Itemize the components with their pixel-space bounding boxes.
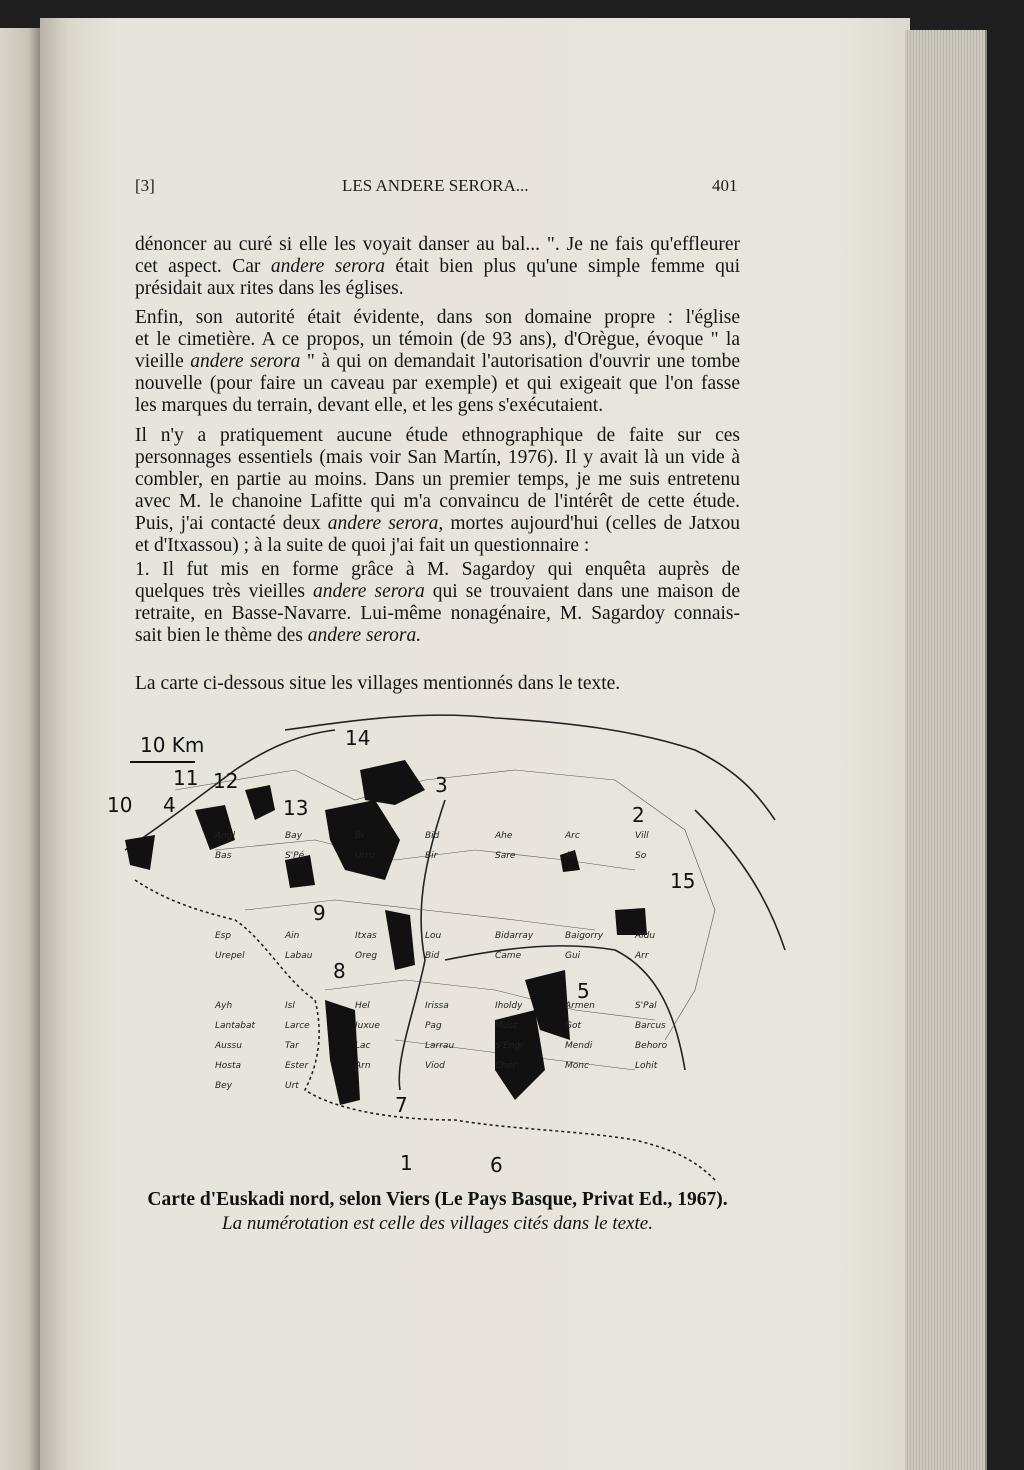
facing-page-edge (0, 28, 40, 1470)
village-label: Came (495, 951, 522, 961)
text-run: personnages essentiels (mais voir San Martín, 1976). Il y avait là un vide à (135, 447, 740, 468)
village-label: S'Pal (635, 1001, 657, 1011)
text-line (135, 425, 740, 447)
map-number-8: 8 (333, 959, 346, 983)
map-number-13: 13 (283, 796, 309, 820)
village-label: Bay (285, 831, 303, 841)
village-label: Gui (565, 951, 581, 961)
village-label: Larce (285, 1021, 310, 1031)
village-label: Angl (215, 831, 236, 841)
map-number-12: 12 (213, 769, 239, 793)
village-label: Aldu (635, 931, 656, 941)
map-river (695, 810, 785, 950)
figure-caption-title: Carte d'Euskadi nord, selon Viers (Le Pays Basque, Privat Ed., 1967). (147, 1189, 728, 1210)
village-label: Ahe (495, 831, 513, 841)
village-label: Ain (285, 931, 300, 941)
village-label: Mendi (565, 1041, 593, 1051)
village-label: Baigorry (565, 931, 604, 941)
text-run: et le cimetière. A ce propos, un témoin (de 93 ans), d'Orègue, évoque " la (135, 329, 740, 350)
village-label: Vill (635, 831, 649, 841)
map-number-1: 1 (400, 1151, 413, 1175)
text-line (135, 447, 740, 469)
text-line (135, 278, 740, 300)
village-label: Oreg (355, 951, 378, 961)
village-label: Iholdy (495, 1001, 523, 1011)
text-run: les marques du terrain, devant elle, et les gens s'exécutaient. (135, 395, 604, 416)
text-line (135, 351, 740, 373)
text-run: combler, en partie au moins. Dans un premier temps, je me suis entretenu (135, 469, 740, 490)
shaded-village (385, 910, 415, 970)
text-run: Puis, j'ai contacté deux (135, 513, 328, 534)
village-label: Ayh (215, 1001, 233, 1011)
text-run: avec M. le chanoine Lafitte qui m'a convaincu de l'intérêt de cette étude. (135, 491, 740, 512)
village-label: Arn (355, 1061, 371, 1071)
text-line (135, 535, 740, 557)
text-run: présidait aux rites dans les églises. (135, 278, 404, 299)
text-line (135, 307, 740, 329)
text-run: 1. Il fut mis en forme grâce à M. Sagardoy qui enquêta auprès de (135, 559, 740, 580)
text-line (135, 469, 740, 491)
italic-term: andere serora, (327, 513, 444, 534)
text-run: qui se trouvaient dans une maison de (424, 581, 741, 602)
village-label: Lou (425, 931, 442, 941)
text-run: cet aspect. Car (135, 256, 271, 277)
map-euskadi-nord (95, 710, 795, 1185)
text-run: sait bien le thème des (135, 625, 308, 646)
text-run: Il n'y a pratiquement aucune étude ethnographique de faite sur ces (135, 425, 740, 446)
village-label: Bi (355, 831, 364, 841)
chapter-section-number: [3] (135, 176, 155, 195)
map-number-10: 10 (107, 793, 133, 817)
village-label: Bid (425, 951, 440, 961)
village-label: Bid (425, 831, 440, 841)
text-run: nouvelle (pour faire un caveau par exemple) et qui exigeait que l'on fasse (135, 373, 740, 394)
map-number-3: 3 (435, 773, 448, 797)
text-line (135, 329, 740, 351)
village-label: Bas (215, 851, 232, 861)
village-label: Bey (215, 1081, 233, 1091)
village-label: Itxas (355, 931, 377, 941)
village-label: Lohit (635, 1061, 658, 1071)
village-label: Aussu (215, 1041, 242, 1051)
village-label: Chér (495, 1061, 517, 1071)
map-number-11: 11 (173, 766, 199, 790)
text-run: était bien plus qu'une simple femme qui (384, 256, 741, 277)
text-line (135, 513, 740, 535)
village-label: Musc (495, 1021, 519, 1031)
village-label: Arc (565, 831, 580, 841)
shaded-village (360, 760, 425, 805)
village-label: Lac (355, 1041, 371, 1051)
village-label: Esp (215, 931, 232, 941)
village-label: Arr (635, 951, 649, 961)
village-label: Pag (425, 1021, 442, 1031)
village-label: Urt (285, 1081, 299, 1091)
text-line (135, 603, 740, 625)
text-run: dénoncer au curé si elle les voyait danser au bal... ". Je ne fais qu'effleurer (135, 234, 740, 255)
page-number: 401 (712, 176, 738, 195)
text-line (135, 673, 740, 695)
text-run: vieille (135, 351, 191, 372)
map-number-9: 9 (313, 901, 326, 925)
village-label: Juxue (355, 1021, 380, 1031)
village-label: S'Pé (285, 851, 305, 861)
village-label: Hel (355, 1001, 370, 1011)
figure-caption-note: La numérotation est celle des villages cités dans le texte. (222, 1213, 653, 1234)
map-scale-label: 10 Km (140, 733, 205, 757)
village-label: Hosta (215, 1061, 242, 1071)
italic-term: andere serora (313, 581, 425, 602)
village-label: Urepel (215, 951, 245, 961)
village-label: Isl (285, 1001, 295, 1011)
village-label: Monc (565, 1061, 589, 1071)
village-label: Urru (355, 851, 375, 861)
text-run: retraite, en Basse-Navarre. Lui-même nonagénaire, M. Sagardoy connais- (135, 603, 740, 624)
text-run: et d'Itxassou) ; à la suite de quoi j'ai fait un questionnaire : (135, 535, 590, 556)
village-label: Bir (425, 851, 438, 861)
map-number-5: 5 (577, 979, 590, 1003)
text-line (135, 373, 740, 395)
shaded-village (245, 785, 275, 820)
village-label: Sare (495, 851, 516, 861)
text-run: quelques très vieilles (135, 581, 313, 602)
italic-term: andere serora (270, 256, 385, 277)
village-label: Irissa (425, 1001, 449, 1011)
text-line (135, 581, 740, 603)
village-label: Armen (565, 1001, 595, 1011)
map-number-6: 6 (490, 1153, 503, 1177)
map-number-15: 15 (670, 869, 696, 893)
shaded-village (195, 805, 235, 850)
village-label: So (635, 851, 647, 861)
village-label: Behoro (635, 1041, 668, 1051)
text-run: mortes aujourd'hui (celles de Jatxou (443, 513, 741, 534)
village-label: Larrau (425, 1041, 455, 1051)
running-title: LES ANDERE SERORA... (342, 176, 529, 195)
text-line (135, 559, 740, 581)
text-line (135, 234, 740, 256)
map-number-14: 14 (345, 726, 371, 750)
village-label: Barcus (635, 1021, 666, 1031)
text-run: La carte ci-dessous situe les villages mentionnés dans le texte. (135, 673, 621, 694)
text-run: " à qui on demandait l'autorisation d'ouvrir une tombe (300, 351, 741, 372)
shaded-village (125, 835, 155, 870)
map-number-7: 7 (395, 1093, 408, 1117)
text-line (135, 625, 740, 647)
village-label: Bidarray (495, 931, 534, 941)
italic-term: andere serora. (307, 625, 422, 646)
village-label: Viod (425, 1061, 445, 1071)
village-label: Ester (285, 1061, 309, 1071)
village-label: Tar (285, 1041, 299, 1051)
map-number-4: 4 (163, 793, 176, 817)
village-label: Lantabat (215, 1021, 256, 1031)
village-label: As (565, 851, 576, 861)
text-line (135, 395, 740, 417)
shaded-village (325, 1000, 360, 1105)
page-stack-edge (905, 30, 987, 1470)
village-label: Got (565, 1021, 582, 1031)
italic-term: andere serora (190, 351, 301, 372)
village-label: S'Engr (495, 1041, 524, 1051)
village-label: Labau (285, 951, 313, 961)
text-line (135, 491, 740, 513)
map-number-2: 2 (632, 803, 645, 827)
text-run: Enfin, son autorité était évidente, dans son domaine propre : l'église (135, 307, 740, 328)
text-line (135, 256, 740, 278)
